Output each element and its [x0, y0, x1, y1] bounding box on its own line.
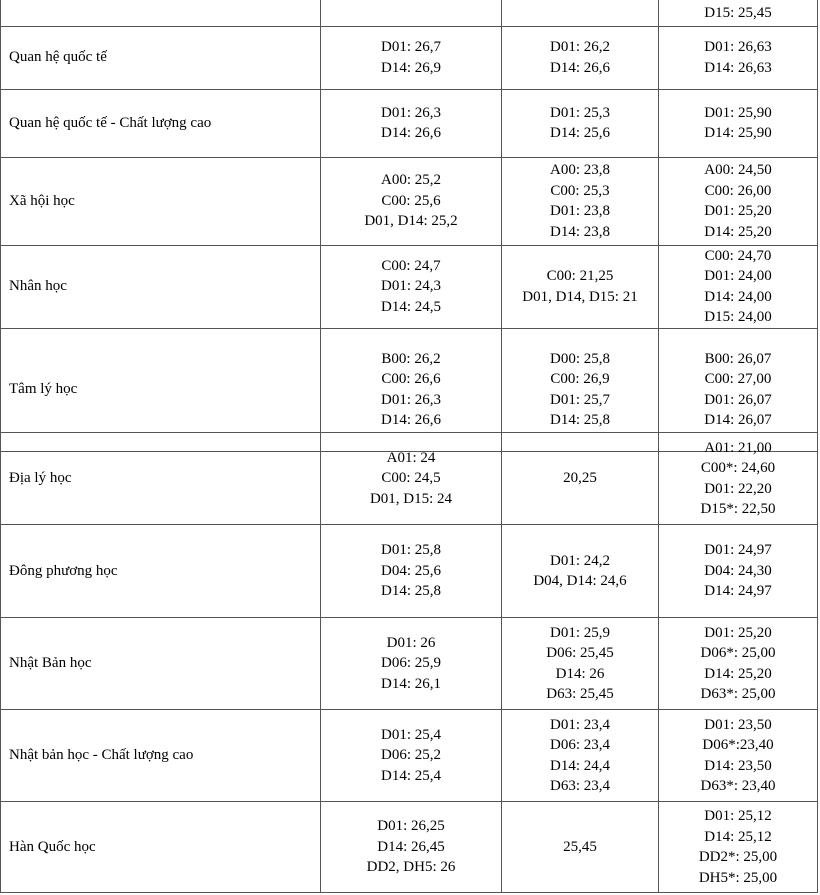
score-line: C00: 24,5: [381, 470, 441, 487]
score-line: D04, D14: 24,6: [533, 573, 627, 589]
score-line: 20,25: [563, 470, 597, 487]
major-name-cell: Nhật Bản học: [1, 618, 321, 710]
table-row: [1, 89, 818, 157]
major-name-cell: Xã hội học: [1, 157, 321, 245]
score-line: A01: 24: [386, 449, 436, 466]
score-line: D63*: 25,00: [700, 686, 776, 702]
score-line: D14: 24,5: [381, 298, 441, 315]
score-line: D01: 25,90: [704, 104, 772, 121]
score-cell-col2: [321, 26, 502, 89]
major-name-cell: Đông phương học: [1, 525, 321, 618]
major-name-cell: Nhân học: [1, 245, 321, 328]
score-line: D14: 26,6: [381, 412, 441, 428]
score-line: D63: 25,45: [546, 686, 614, 702]
score-line: D01: 25,9: [550, 624, 610, 641]
score-line: D06: 25,2: [381, 747, 441, 764]
score-line: D14: 26,6: [381, 125, 441, 141]
score-line: D14: 26,6: [550, 59, 610, 76]
score-line: D06: 25,45: [546, 645, 614, 661]
score-line: D14: 25,8: [550, 412, 610, 428]
score-line: D14: 25,8: [381, 583, 441, 600]
major-name-cell: Quan hệ quốc tế: [1, 26, 321, 89]
score-line: C00: 26,6: [381, 371, 441, 387]
score-line: D15*: 22,50: [700, 501, 776, 517]
table-row: [1, 618, 818, 710]
score-line: D01: 25,4: [381, 726, 441, 743]
score-line: D14: 24,00: [704, 288, 772, 305]
score-cell-col2: [321, 157, 502, 245]
score-line: D01: 26,7: [381, 39, 441, 55]
score-cell-col3: [502, 157, 659, 245]
score-line: C00: 21,25: [546, 268, 614, 284]
score-line: DH5*: 25,00: [698, 869, 778, 886]
score-line: D01: 22,20: [704, 480, 772, 497]
score-line: D14: 26,9: [381, 59, 441, 76]
score-line: D01: 26,25: [377, 818, 445, 835]
score-line: A00: 25,2: [381, 172, 441, 189]
score-line: D01: 26,3: [381, 104, 441, 121]
score-line: D01: 23,50: [704, 716, 772, 733]
score-line: D01: 24,3: [381, 278, 441, 295]
score-line: B00: 26,07: [704, 350, 772, 367]
score-cell-col3: [502, 618, 659, 710]
score-line: C00: 26,00: [704, 182, 772, 199]
score-line: D06*: 25,00: [700, 645, 776, 661]
score-line: D14: 25,4: [381, 767, 441, 784]
score-cell-col3: [502, 802, 659, 893]
major-name-cell: [1, 0, 321, 26]
score-line: D01, D15: 24: [369, 490, 453, 507]
table-row: [1, 245, 818, 328]
score-cell-col4: [659, 157, 818, 245]
score-line: D14: 24,4: [550, 757, 610, 774]
score-line: D01: 26: [386, 634, 436, 651]
score-cell-col2: [321, 0, 502, 26]
score-line: D14: 23,50: [704, 757, 772, 774]
score-line: C00: 25,3: [550, 182, 610, 199]
major-name-cell: Địa lý học: [1, 433, 321, 525]
major-name-cell: Tâm lý học: [1, 328, 321, 451]
score-cell-col2: [321, 525, 502, 618]
score-line: D01: 25,3: [550, 104, 610, 121]
score-cell-col4: [659, 0, 818, 26]
score-line: D01: 24,97: [704, 542, 772, 559]
score-line: A00: 23,8: [550, 162, 610, 178]
major-name-cell: Nhật bản học - Chất lượng cao: [1, 710, 321, 802]
score-line: 25,45: [563, 838, 597, 855]
score-line: D04: 25,6: [381, 562, 441, 579]
score-cell-col2: [321, 802, 502, 893]
score-cell-col2: [321, 245, 502, 328]
score-line: C00: 27,00: [704, 371, 772, 387]
score-line: D14: 25,20: [704, 665, 772, 682]
score-line: D15: 25,45: [704, 4, 772, 21]
table-row: [1, 525, 818, 618]
table-row-fragment: [1, 0, 818, 26]
score-line: D01: 26,2: [550, 39, 610, 55]
score-line: D14: 26: [555, 665, 605, 682]
score-cell-col3: [502, 89, 659, 157]
table-row: [1, 157, 818, 245]
score-cell-col2: [321, 710, 502, 802]
score-line: D01: 25,20: [704, 624, 772, 641]
score-line: DD2, DH5: 26: [366, 859, 456, 876]
score-line: D01, D14, D15: 21: [522, 288, 638, 305]
score-line: C00: 25,6: [381, 192, 441, 209]
score-line: D01: 24,00: [704, 268, 772, 284]
score-line: D14: 26,63: [704, 59, 772, 76]
score-line: C00: 24,7: [381, 257, 441, 274]
score-cell-col4: [659, 525, 818, 618]
score-line: D14: 23,8: [550, 223, 610, 240]
score-line: D01, D14: 25,2: [364, 213, 458, 230]
score-line: D01: 25,12: [704, 808, 772, 824]
score-line: D06: 23,4: [550, 737, 610, 753]
score-line: D14: 26,07: [704, 412, 772, 428]
score-cell-col2: [321, 89, 502, 157]
score-cell-col3: [502, 525, 659, 618]
score-line: D01: 26,07: [704, 391, 772, 408]
score-line: A00: 24,50: [704, 162, 772, 178]
score-cell-col4: [659, 802, 818, 893]
score-cell-col4: [659, 618, 818, 710]
score-line: DD2*: 25,00: [698, 849, 778, 865]
score-line: D14: 26,1: [381, 675, 441, 692]
score-cell-col3: [502, 0, 659, 26]
major-name-cell: Quan hệ quốc tế - Chất lượng cao: [1, 89, 321, 157]
score-cell-col4: [659, 245, 818, 328]
score-line: D01: 26,3: [381, 391, 441, 408]
score-line: C00: 24,70: [704, 247, 772, 264]
admission-scores-table-2: [0, 432, 818, 893]
score-cell-col3: [502, 710, 659, 802]
table-row: [1, 710, 818, 802]
score-line: D14: 25,12: [704, 828, 772, 845]
score-line: D01: 23,4: [550, 716, 610, 733]
score-cell-col2: [321, 433, 502, 525]
score-line: D01: 24,2: [550, 552, 610, 569]
score-cell-col4: [659, 89, 818, 157]
score-line: D06*:23,40: [702, 737, 774, 753]
score-line: A01: 21,00: [704, 439, 772, 456]
score-cell-col4: [659, 433, 818, 525]
score-cell-col4: [659, 710, 818, 802]
score-line: D06: 25,9: [381, 655, 441, 672]
score-line: D01: 25,7: [550, 391, 610, 408]
table-row: [1, 26, 818, 89]
score-cell-col3: [502, 26, 659, 89]
score-cell-col3: [502, 245, 659, 328]
score-line: D01: 25,20: [704, 203, 772, 219]
table-row: [1, 802, 818, 893]
score-line: C00*: 24,60: [700, 460, 776, 476]
score-line: D14: 25,90: [704, 125, 772, 141]
score-line: D01: 23,8: [550, 203, 610, 219]
score-line: B00: 26,2: [381, 350, 441, 367]
score-line: D14: 25,6: [550, 125, 610, 141]
score-line: D04: 24,30: [704, 562, 772, 579]
score-cell-col4: [659, 26, 818, 89]
score-cell-col3: [502, 433, 659, 525]
score-line: D01: 25,8: [381, 542, 441, 559]
score-line: D14: 26,45: [377, 838, 445, 855]
score-line: D14: 24,97: [704, 583, 772, 600]
score-line: D63: 23,4: [550, 778, 610, 794]
table-row: [1, 433, 818, 525]
score-line: D14: 25,20: [704, 223, 772, 240]
score-line: D01: 26,63: [704, 39, 772, 55]
score-line: D15: 24,00: [704, 309, 772, 325]
score-cell-col2: [321, 618, 502, 710]
major-name-cell: Hàn Quốc học: [1, 802, 321, 893]
score-line: C00: 26,9: [550, 371, 610, 387]
score-line: D00: 25,8: [550, 350, 610, 367]
score-line: D63*: 23,40: [700, 778, 776, 794]
